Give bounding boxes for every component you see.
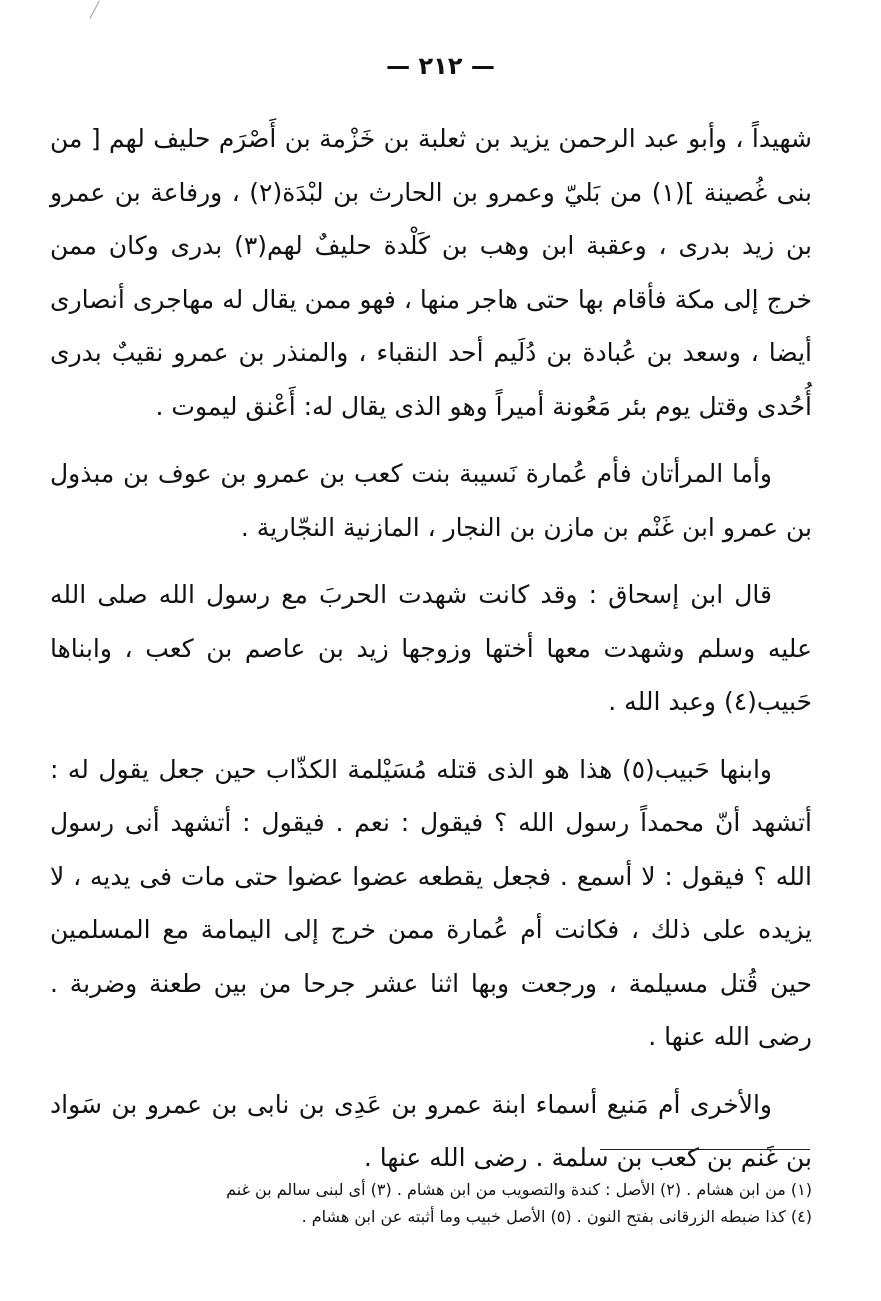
paragraph-4: وابنها حَبيب(٥) هذا هو الذى قتله مُسَيْلمة الكذّاب حين جعل يقول له : أتشهد أنّ محمداً رسول الله ؟ فيقول : نعم . فيقول : أتشهد أنى رسول الله ؟ فيقول : لا أسمع . فجعل يقطعه عضوا عضوا حتى مات فى يديه ، لا يزيده على ذلك ، فكانت أم عُمارة ممن خرج إلى اليمامة مع المسلمين حين قُتل مسيلمة ، ورجعت وبها اثنا عشر جرحا من بين طعنة وضربة . رضى الله عنها . [50, 754, 812, 1051]
footnote-line-1: (١) من ابن هشام . (٢) الأصل : كندة والتصويب من ابن هشام . (٣) أى لبنى سالم بن غنم [226, 1180, 812, 1199]
footnote-separator [600, 1149, 810, 1150]
paragraph-1: شهيداً ، وأبو عبد الرحمن يزيد بن ثعلبة بن خَزْمة بن أَصْرَم حليف لهم [ من بنى غُصينة ](١) من بَليّ وعمرو بن الحارث بن لبْدَة(٢) ، ورفاعة بن عمرو بن زيد بدرى ، وعقبة ابن وهب بن كَلْدة حليفٌ لهم(٣) بدرى وكان ممن خرج إلى مكة فأقام بها حتى هاجر منها ، فهو ممن يقال له مهاجرى أنصارى أيضا ، وسعد بن عُبادة بن دُلَيم أحد النقباء ، والمنذر بن عمرو نقيبٌ بدرى أُحُدى وقتل يوم بئر مَعُونة أميراً وهو الذى يقال له: أَعْنق ليموت . [50, 124, 813, 421]
paragraph-5: والأخرى أم مَنيع أسماء ابنة عمرو بن عَدِى بن نابى بن عمرو بن سَواد بن غَنم بن كعب بن سلمة . رضى الله عنها . [50, 1089, 812, 1172]
paragraph-2: وأما المرأتان فأم عُمارة نَسيبة بنت كعب بن عمرو بن عوف بن مبذول بن عمرو ابن غَنْم بن مازن بن النجار ، المازنية النجّارية . [50, 459, 812, 542]
footnote-line-2: (٤) كذا ضبطه الزرقانى بفتح النون . (٥) الأصل خبيب وما أثبته عن ابن هشام . [301, 1207, 812, 1226]
main-text [50, 112, 812, 1199]
footnotes [66, 1176, 812, 1230]
paragraph-3: قال ابن إسحاق : وقد كانت شهدت الحربَ مع رسول الله صلى الله عليه وسلم وشهدت معها أختها وزوجها زيد بن عاصم بن كعب ، وابناها حَبيب(٤) وعبد الله . [50, 580, 812, 716]
scan-mark [89, 1, 100, 20]
page-number: — ٢١٢ — [386, 52, 495, 80]
